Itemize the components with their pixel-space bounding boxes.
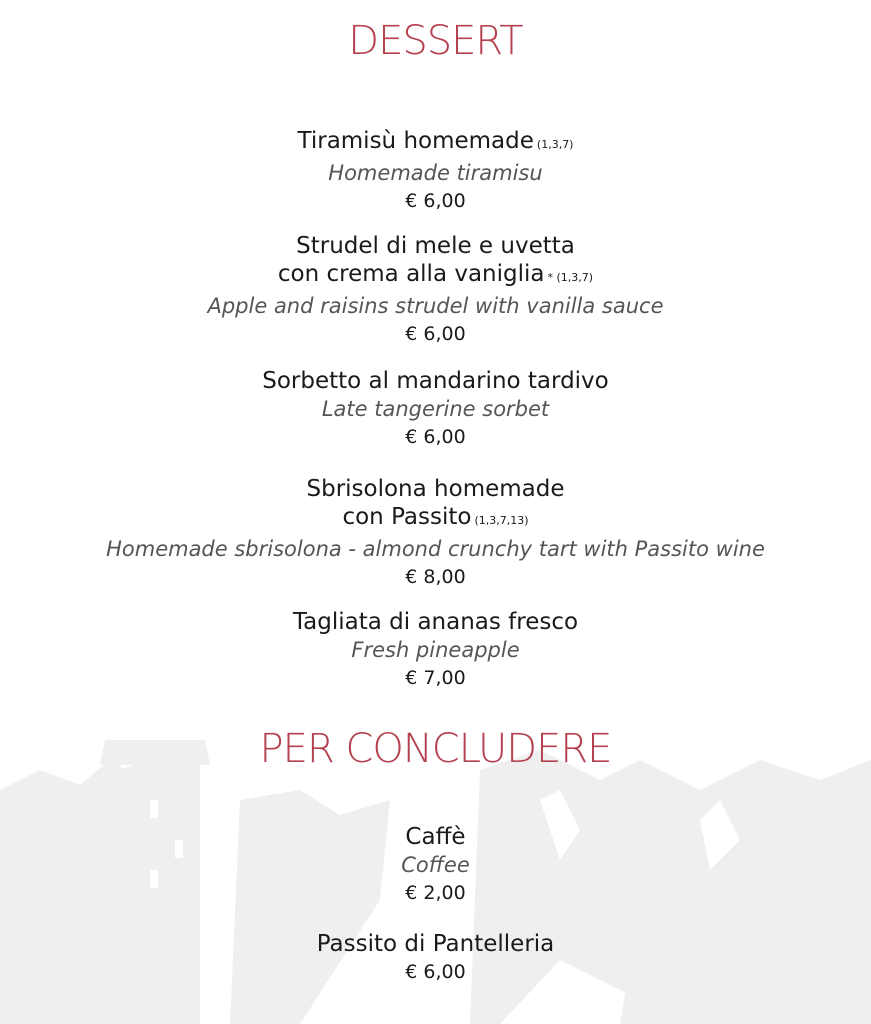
item-english: Coffee: [401, 853, 470, 877]
item-name: Tagliata di ananas fresco: [292, 609, 579, 635]
allergen-codes: (1,3,7,13): [474, 514, 529, 527]
item-price: € 8,00: [405, 566, 466, 588]
menu-item-tiramisu: [0, 127, 871, 215]
section-title-per-concludere: PER CONCLUDERE: [259, 726, 612, 772]
menu-item-sorbetto: [0, 367, 871, 451]
menu-item-caffe: [0, 823, 871, 907]
item-name: Passito di Pantelleria: [316, 931, 555, 957]
item-price: € 6,00: [405, 961, 466, 983]
menu-item-sbrisolona: [0, 475, 871, 591]
item-name: Strudel di mele e uvetta: [296, 233, 575, 259]
allergen-codes: (1,3,7): [536, 138, 574, 151]
item-english: Fresh pineapple: [351, 638, 520, 662]
item-name-line-2: con Passito: [342, 504, 472, 530]
menu-item-ananas: [0, 608, 871, 692]
item-price: € 6,00: [405, 323, 466, 345]
item-english: Late tangerine sorbet: [321, 397, 550, 421]
section-title-dessert: DESSERT: [348, 18, 523, 64]
item-name: Caffè: [405, 824, 466, 850]
item-english: Homemade tiramisu: [328, 161, 543, 185]
item-english: Apple and raisins strudel with vanilla sauce: [207, 294, 664, 318]
item-name: Sorbetto al mandarino tardivo: [262, 368, 609, 394]
menu-item-passito: [0, 930, 871, 986]
item-name-line-2: con crema alla vaniglia: [277, 261, 545, 287]
menu-item-strudel: [0, 232, 871, 348]
item-price: € 6,00: [405, 426, 466, 448]
item-price: € 2,00: [405, 882, 466, 904]
item-price: € 7,00: [405, 667, 466, 689]
item-name: Sbrisolona homemade: [306, 476, 565, 502]
allergen-codes: * (1,3,7): [547, 271, 594, 284]
item-name: Tiramisù homemade: [297, 128, 534, 154]
item-price: € 6,00: [405, 190, 466, 212]
item-english: Homemade sbrisolona - almond crunchy tart with Passito wine: [106, 537, 765, 561]
